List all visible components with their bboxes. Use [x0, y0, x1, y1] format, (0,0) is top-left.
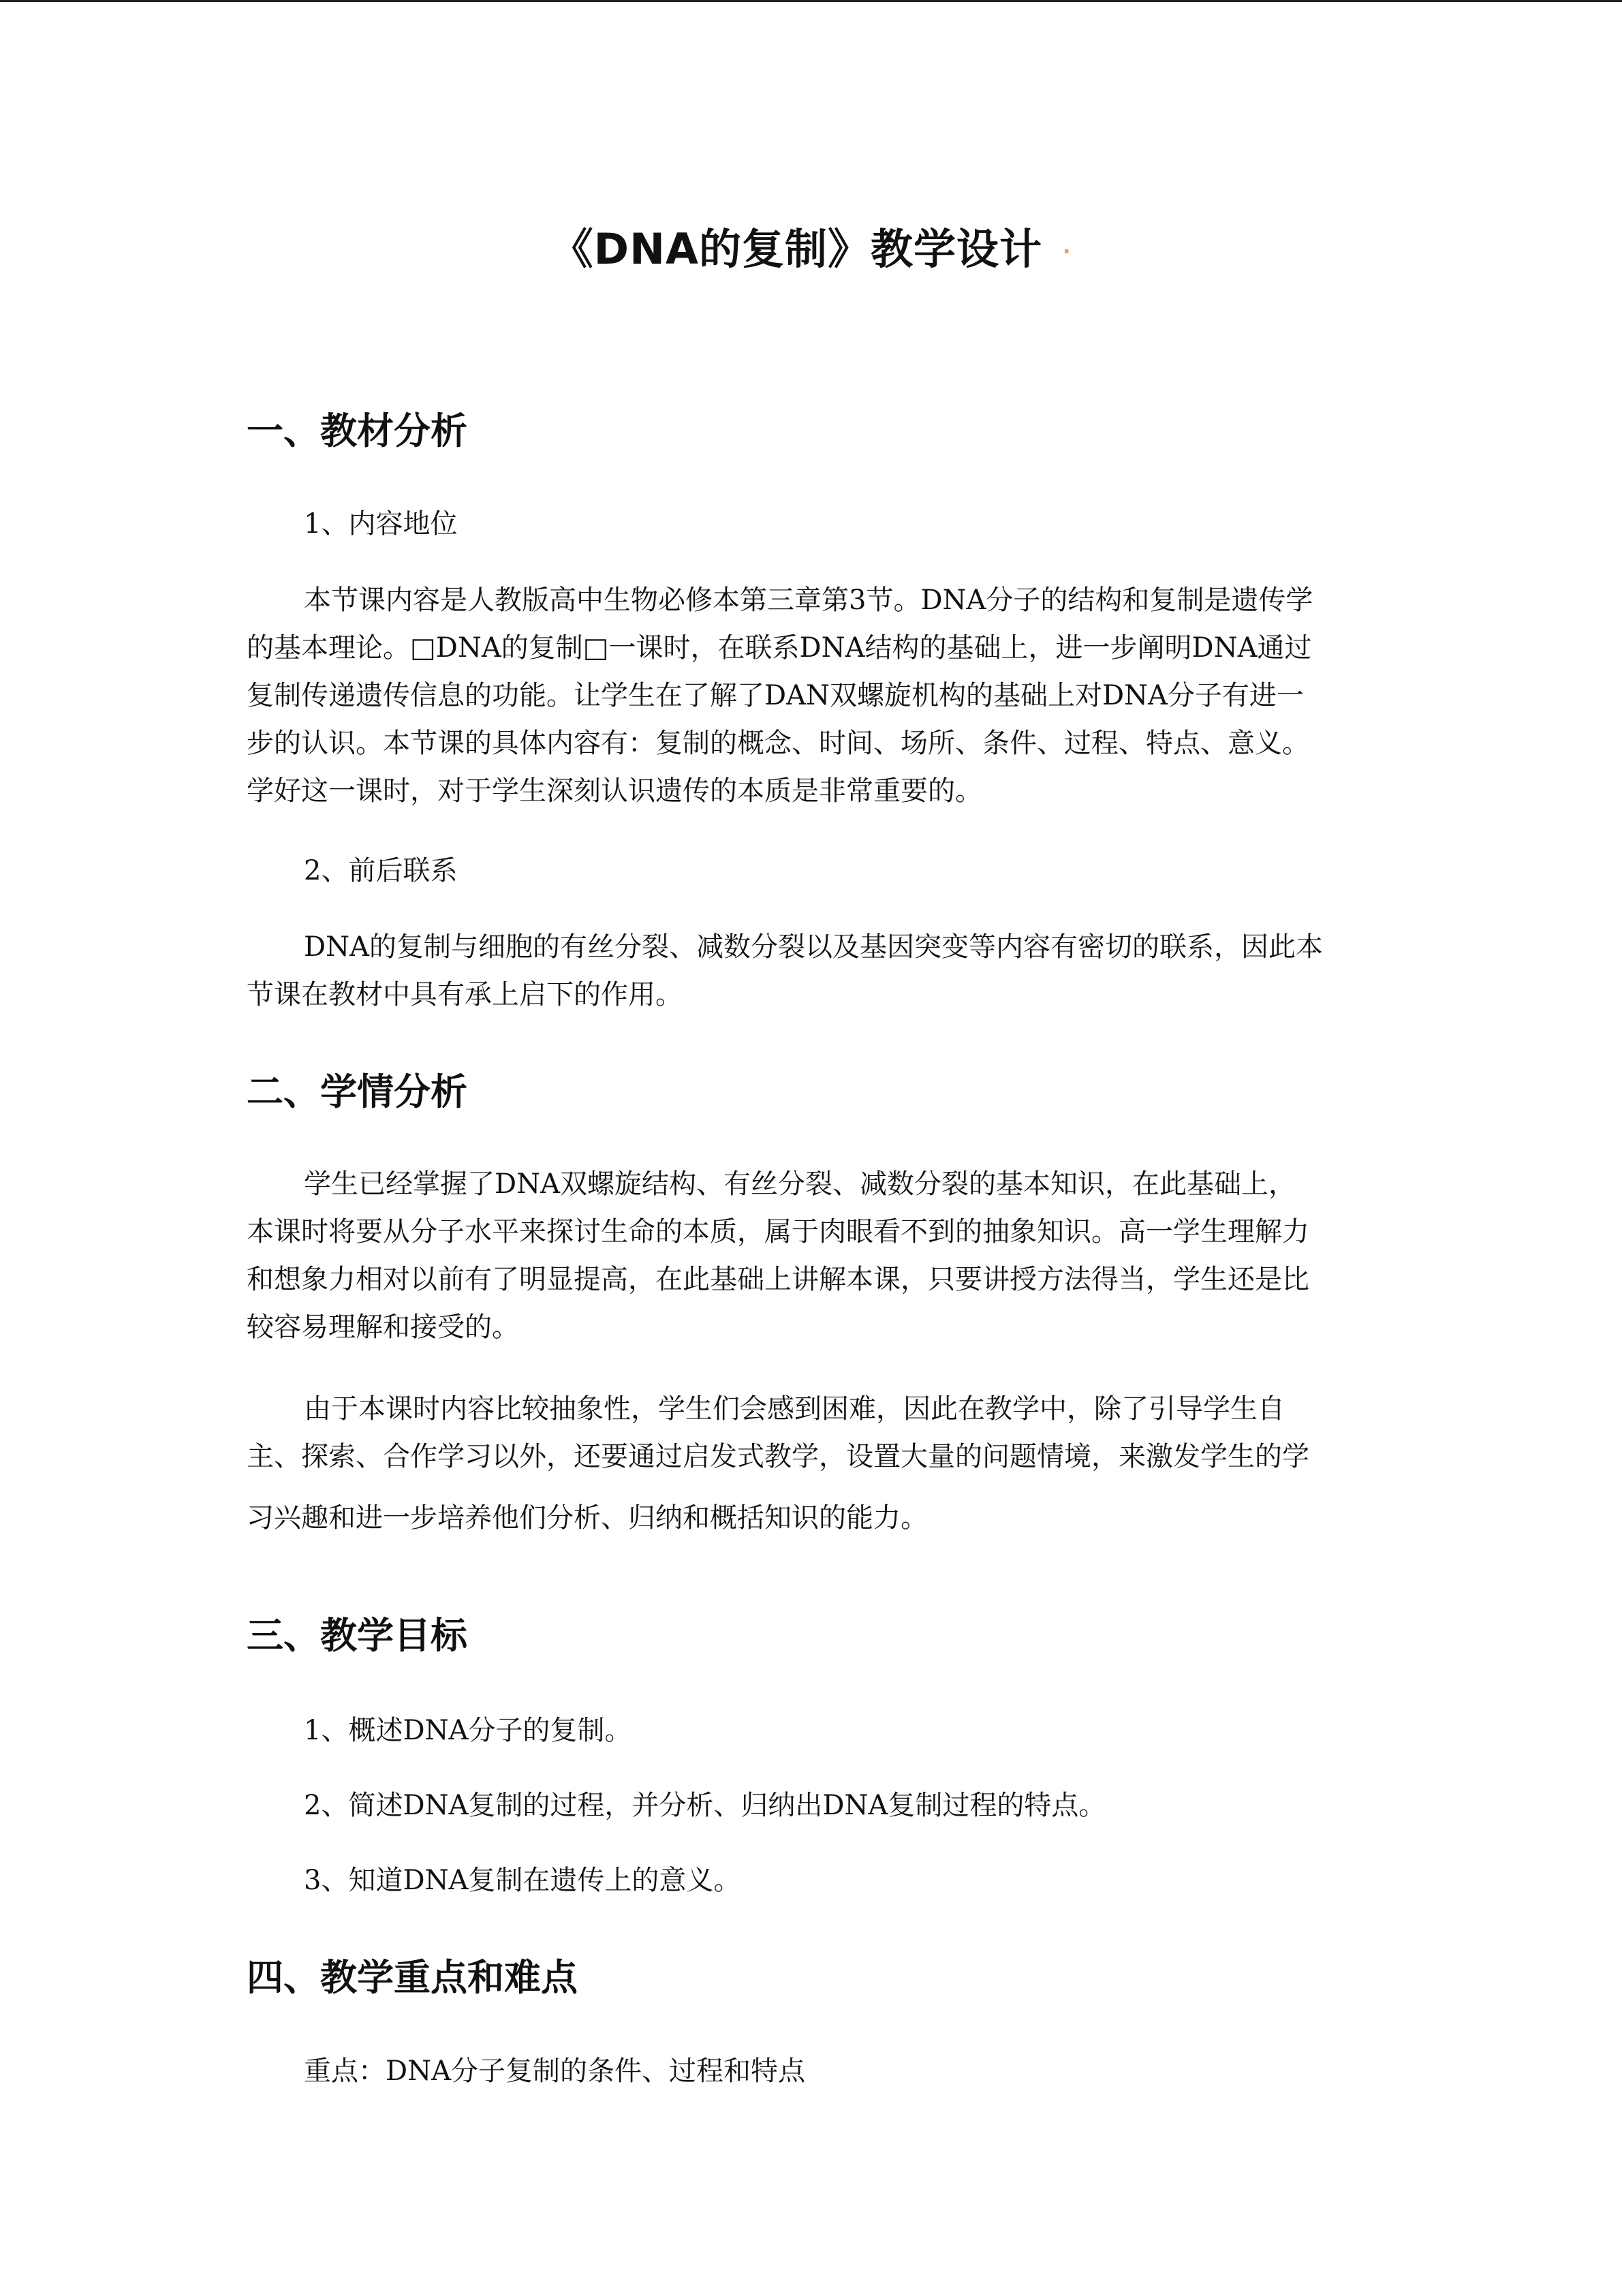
section-heading-learner-analysis: 二、学情分析 [247, 1070, 467, 1113]
paragraph-line: 步的认识。本节课的具体内容有：复制的概念、时间、场所、条件、过程、特点、意义。 [247, 728, 1309, 759]
paragraph-line: 较容易理解和接受的。 [247, 1312, 519, 1343]
goal-item-1: 1、概述DNA分子的复制。 [304, 1715, 632, 1746]
paragraph-line: 主、探索、合作学习以外，还要通过启发式教学，设置大量的问题情境，来激发学生的学 [247, 1441, 1309, 1472]
paragraph-line: 的基本理论。□DNA的复制□一课时，在联系DNA结构的基础上，进一步阐明DNA通过 [247, 632, 1312, 664]
paragraph-line: 本节课内容是人教版高中生物必修本第三章第3节。DNA分子的结构和复制是遗传学 [304, 585, 1313, 616]
document-title [0, 219, 1622, 283]
paragraph-line: 学好这一课时，对于学生深刻认识遗传的本质是非常重要的。 [247, 775, 982, 807]
paragraph-line: 本课时将要从分子水平来探讨生命的本质，属于肉眼看不到的抽象知识。高一学生理解力 [247, 1216, 1309, 1247]
decorative-dot: · [1062, 239, 1072, 264]
paragraph-learner-difficulty [247, 1385, 1381, 1542]
paragraph-content-position [247, 576, 1381, 815]
paragraph-context-links [247, 923, 1381, 1019]
paragraph-line: 复制传递遗传信息的功能。让学生在了解了DAN双螺旋机构的基础上对DNA分子有进一 [247, 680, 1304, 711]
section-heading-key-points: 四、教学重点和难点 [247, 1956, 578, 1999]
section-heading-textbook-analysis: 一、教材分析 [247, 409, 467, 452]
goal-item-3: 3、知道DNA复制在遗传上的意义。 [304, 1865, 741, 1896]
paragraph-line: 由于本课时内容比较抽象性，学生们会感到困难，因此在教学中，除了引导学生自 [304, 1393, 1285, 1425]
key-point-item: 重点：DNA分子复制的条件、过程和特点 [304, 2055, 805, 2087]
paragraph-line: 习兴趣和进一步培养他们分析、归纳和概括知识的能力。 [247, 1502, 928, 1534]
paragraph-line: 学生已经掌握了DNA双螺旋结构、有丝分裂、减数分裂的基本知识，在此基础上， [304, 1168, 1296, 1200]
subheading-context-links: 2、前后联系 [304, 855, 458, 886]
goal-item-2: 2、简述DNA复制的过程，并分析、归纳出DNA复制过程的特点。 [304, 1790, 1106, 1821]
paragraph-line: 节课在教材中具有承上启下的作用。 [247, 979, 683, 1010]
paragraph-line: 和想象力相对以前有了明显提高，在此基础上讲解本课，只要讲授方法得当，学生还是比 [247, 1264, 1309, 1295]
subheading-content-position: 1、内容地位 [304, 508, 458, 540]
paragraph-line: DNA的复制与细胞的有丝分裂、减数分裂以及基因突变等内容有密切的联系，因此本 [304, 931, 1323, 963]
document-title-text: 《DNA的复制》教学设计 [550, 224, 1042, 274]
section-heading-teaching-goals: 三、教学目标 [247, 1614, 467, 1657]
paragraph-learner-baseline [247, 1160, 1381, 1351]
